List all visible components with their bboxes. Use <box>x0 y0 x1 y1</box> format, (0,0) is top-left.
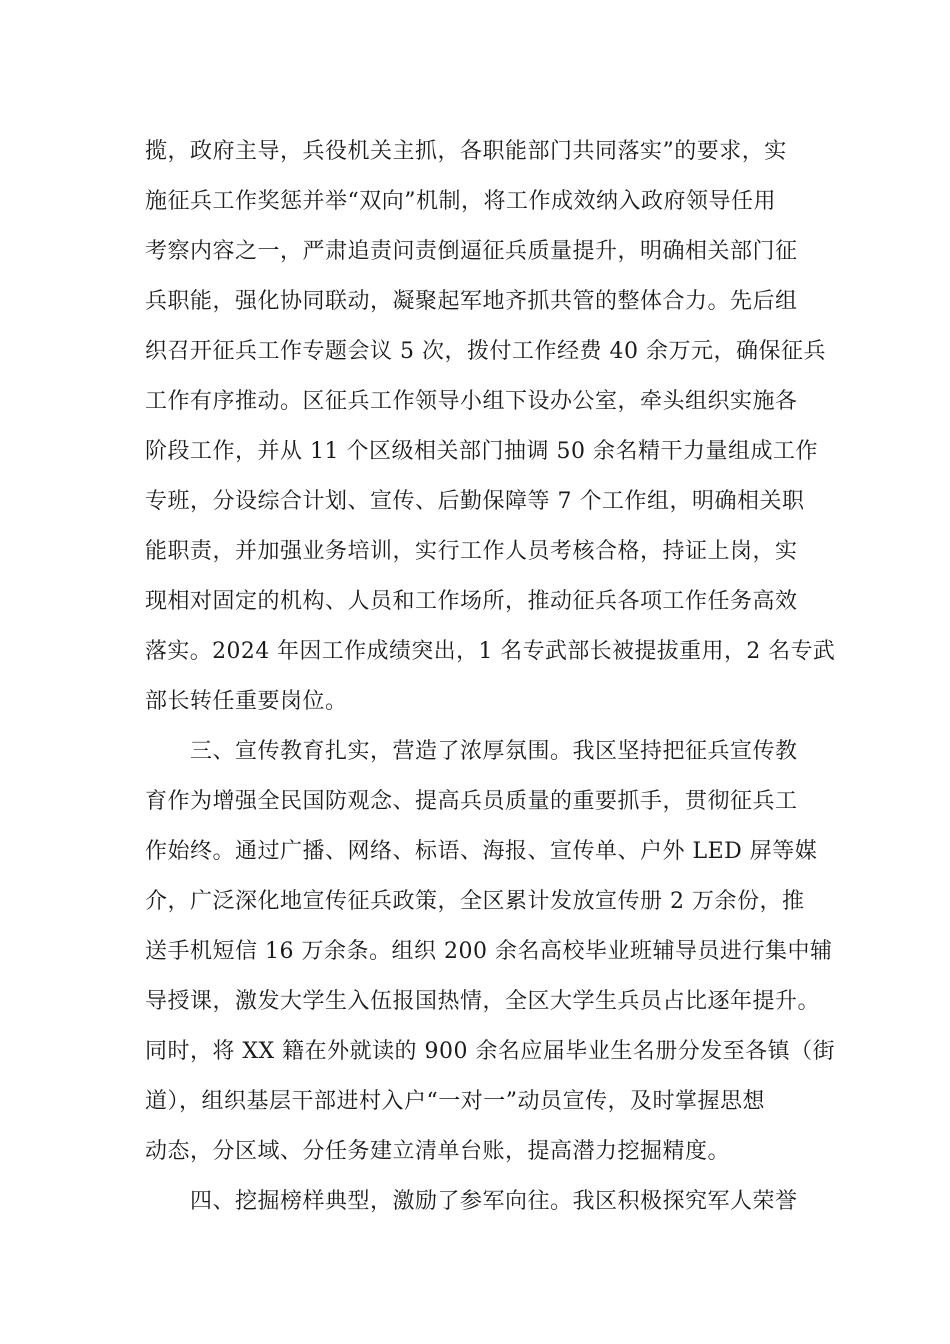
text-line: 揽，政府主导，兵役机关主抓，各职能部门共同落实”的要求，实 <box>145 139 787 164</box>
text-line: 导授课，激发大学生入伍报国热情，全区大学生兵员占比逐年提升。 <box>145 989 821 1014</box>
section-heading-line: 四、挖掘榜样典型，激励了参军向往。我区积极探究军人荣誉 <box>145 1189 798 1214</box>
text-line: 部长转任重要岗位。 <box>145 689 348 714</box>
text-line: 作始终。通过广播、网络、标语、海报、宣传单、户外 LED 屏等媒 <box>145 839 818 864</box>
text-line: 送手机短信 16 万余条。组织 200 余名高校毕业班辅导员进行集中辅 <box>145 939 833 964</box>
text-line: 落实。2024 年因工作成绩突出，1 名专武部长被提拔重用，2 名专武 <box>145 639 836 664</box>
section-heading-line: 三、宣传教育扎实，营造了浓厚氛围。我区坚持把征兵宣传教 <box>145 739 798 764</box>
text-line: 施征兵工作奖惩并举“双向”机制，将工作成效纳入政府领导任用 <box>145 189 776 214</box>
text-line: 能职责，并加强业务培训，实行工作人员考核合格，持证上岗，实 <box>145 539 798 564</box>
text-line: 兵职能，强化协同联动，凝聚起军地齐抓共管的整体合力。先后组 <box>145 289 798 314</box>
text-line: 织召开征兵工作专题会议 5 次，拨付工作经费 40 余万元，确保征兵 <box>145 339 826 364</box>
text-line: 考察内容之一，严肃追责问责倒逼征兵质量提升，明确相关部门征 <box>145 239 798 264</box>
text-line: 专班，分设综合计划、宣传、后勤保障等 7 个工作组，明确相关职 <box>145 489 805 514</box>
text-line: 介，广泛深化地宣传征兵政策，全区累计发放宣传册 2 万余份，推 <box>145 889 805 914</box>
text-line: 育作为增强全民国防观念、提高兵员质量的重要抓手，贯彻征兵工 <box>145 789 798 814</box>
text-line: 现相对固定的机构、人员和工作场所，推动征兵各项工作任务高效 <box>145 589 798 614</box>
text-line: 同时，将 XX 籍在外就读的 900 余名应届毕业生名册分发至各镇（街 <box>145 1039 836 1064</box>
text-line: 工作有序推动。区征兵工作领导小组下设办公室，牵头组织实施各 <box>145 389 798 414</box>
text-line: 阶段工作，并从 11 个区级相关部门抽调 50 余名精干力量组成工作 <box>145 439 818 464</box>
text-line: 动态，分区域、分任务建立清单台账，提高潜力挖掘精度。 <box>145 1139 731 1164</box>
text-line: 道），组织基层干部进村入户“一对一”动员宣传，及时掌握思想 <box>145 1089 765 1114</box>
